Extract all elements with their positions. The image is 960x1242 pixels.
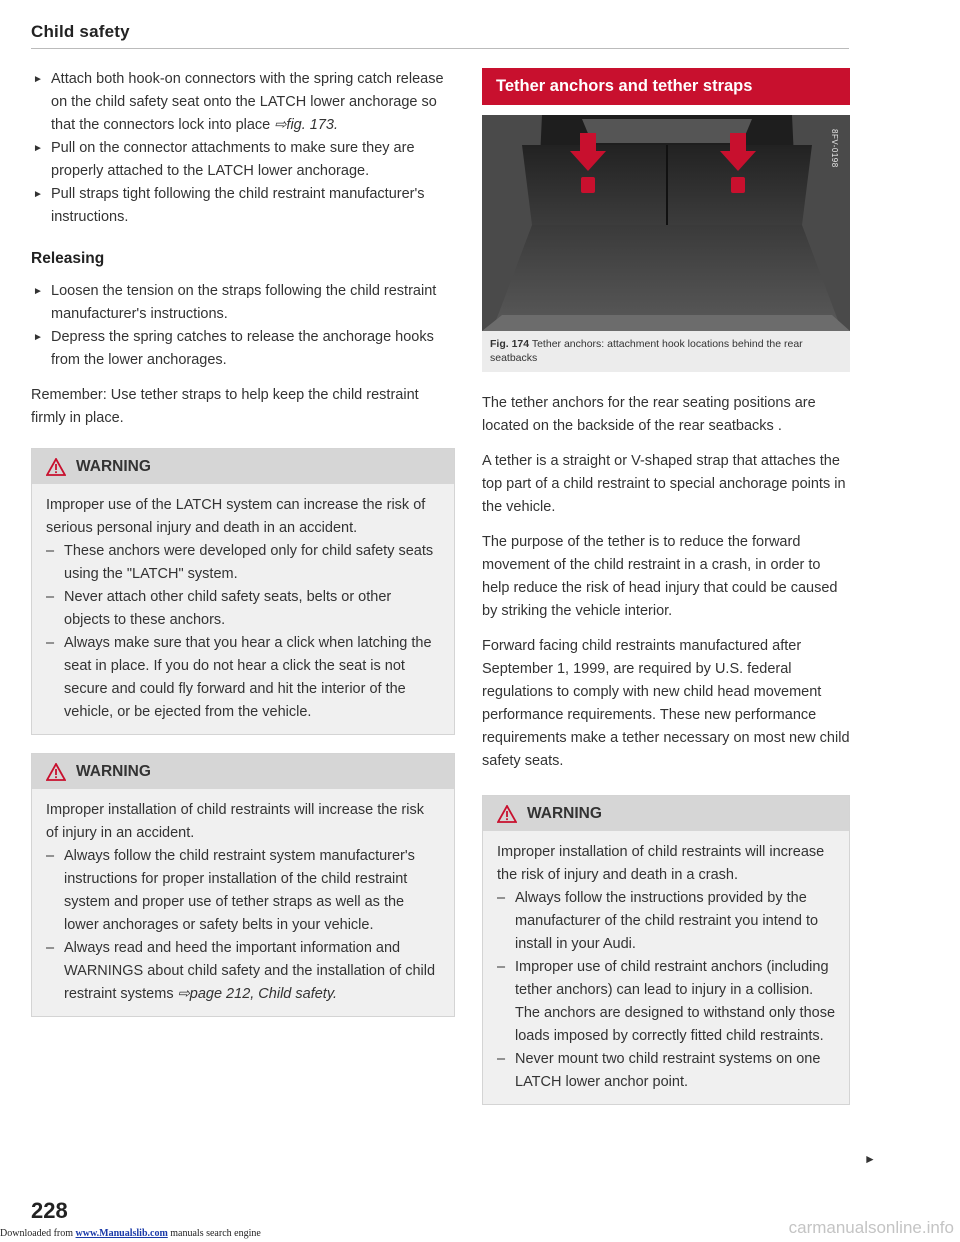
- figure-caption: [482, 331, 850, 372]
- body-paragraph: A tether is a straight or V-shaped strap that attaches the top part of a child restraint to special anchorage points in the vehicle.: [482, 453, 846, 515]
- bullet-text: Loosen the tension on the straps following the child restraint manufacturer's instructions.: [51, 283, 437, 322]
- warning-item: – Always read and heed the important information and WARNINGS about child safety and the installation of child restraint systems ⇨page 212, Child safety.: [46, 940, 436, 1002]
- instruction-bullet: [31, 183, 455, 229]
- page-number: 228: [31, 1198, 68, 1223]
- bullet-text: Attach both hook-on connectors with the spring catch release on the child safety seat onto the LATCH lower anchorage so that the connectors lock into place: [51, 71, 444, 133]
- warning-item: – Never mount two child restraint systems on one LATCH lower anchor point.: [497, 1051, 821, 1090]
- warning-intro: Improper use of the LATCH system can increase the risk of serious personal injury and death in an accident.: [46, 497, 426, 536]
- download-footer: Downloaded from www.Manualslib.com manuals search engine: [0, 1228, 261, 1239]
- warning-item: – Improper use of child restraint anchors (including tether anchors) can lead to injury in a collision. The anchors are designed to withstand only those loads imposed by correctly fitted child restraints.: [497, 959, 836, 1044]
- figure-reference-link[interactable]: ⇨fig. 173.: [274, 117, 339, 133]
- instruction-bullet: [31, 137, 455, 183]
- body-paragraph: The tether anchors for the rear seating positions are located on the backside of the rear seatbacks .: [482, 395, 816, 434]
- figure-tether-anchors: [482, 115, 850, 331]
- bullet-text: Pull on the connector attachments to make sure they are properly attached to the LATCH lower anchorage.: [51, 140, 415, 179]
- warning-intro: Improper installation of child restraints will increase the risk of injury and death in a crash.: [497, 844, 825, 883]
- caption-text: Tether anchors: attachment hook locations behind the rear seatbacks: [490, 338, 803, 364]
- warning-triangle-icon: [46, 458, 66, 476]
- caption-label: Fig. 174: [490, 338, 530, 350]
- left-column: [31, 68, 455, 1017]
- releasing-heading: Releasing: [31, 250, 105, 267]
- bullet-arrow-icon: ►: [33, 332, 43, 343]
- warning-item: – Always follow the instructions provided by the manufacturer of the child restraint you intend to install in your Audi.: [497, 890, 819, 952]
- instruction-bullet: [31, 280, 455, 326]
- warning-box-installation: [31, 753, 455, 1017]
- cargo-area-illustration: [482, 115, 850, 331]
- page-reference-link[interactable]: ⇨page 212, Child safety.: [177, 986, 338, 1002]
- remember-paragraph: Remember: Use tether straps to help keep the child restraint firmly in place.: [31, 387, 419, 426]
- instruction-bullet: [31, 68, 455, 137]
- figure-code: 8FV-0198: [830, 129, 839, 168]
- warning-item: – Always follow the child restraint system manufacturer's instructions for proper installation of the child restraint system and proper use of tether straps as well as the lower anchorages or safety belts in your vehicle.: [46, 848, 415, 933]
- manualslib-link[interactable]: www.Manualslib.com: [75, 1228, 168, 1239]
- warning-triangle-icon: [497, 805, 517, 823]
- warning-title: WARNING: [32, 754, 454, 789]
- warning-item: – Never attach other child safety seats, belts or other objects to these anchors.: [46, 589, 392, 628]
- warning-title: WARNING: [32, 449, 454, 484]
- section-title: Tether anchors and tether straps: [482, 68, 850, 105]
- bullet-text: Pull straps tight following the child restraint manufacturer's instructions.: [51, 186, 425, 225]
- warning-item: – Always make sure that you hear a click when latching the seat in place. If you do not hear a click the seat is not secure and could fly forward and hit the interior of the vehicle, or be ejected from the vehicle.: [46, 635, 432, 720]
- bullet-text: Depress the spring catches to release the anchorage hooks from the lower anchorages.: [51, 329, 434, 368]
- bullet-arrow-icon: ►: [33, 74, 43, 85]
- header-rule: [31, 48, 849, 49]
- bullet-arrow-icon: ►: [33, 189, 43, 200]
- continue-arrow-icon: ►: [864, 1152, 876, 1166]
- warning-triangle-icon: [46, 763, 66, 781]
- watermark: carmanualsonline.info: [788, 1218, 954, 1237]
- page-header-title: Child safety: [31, 22, 130, 41]
- right-column: [482, 68, 850, 1105]
- warning-box-tether: [482, 795, 850, 1105]
- warning-title: WARNING: [483, 796, 849, 831]
- bullet-arrow-icon: ►: [33, 286, 43, 297]
- body-paragraph: The purpose of the tether is to reduce the forward movement of the child restraint in a crash, in order to help reduce the risk of head injury that could be caused by striking the vehicle interior.: [482, 534, 838, 619]
- warning-intro: Improper installation of child restraints will increase the risk of injury in an accident.: [46, 802, 424, 841]
- warning-box-latch: [31, 448, 455, 735]
- instruction-bullet: [31, 326, 455, 372]
- bullet-arrow-icon: ►: [33, 143, 43, 154]
- body-paragraph: Forward facing child restraints manufactured after September 1, 1999, are required by U.S. federal regulations to comply with new child head movement performance requirements. These new performance requirements make a tether necessary on most new child safety seats.: [482, 638, 850, 769]
- warning-item: – These anchors were developed only for child safety seats using the "LATCH" system.: [46, 543, 434, 582]
